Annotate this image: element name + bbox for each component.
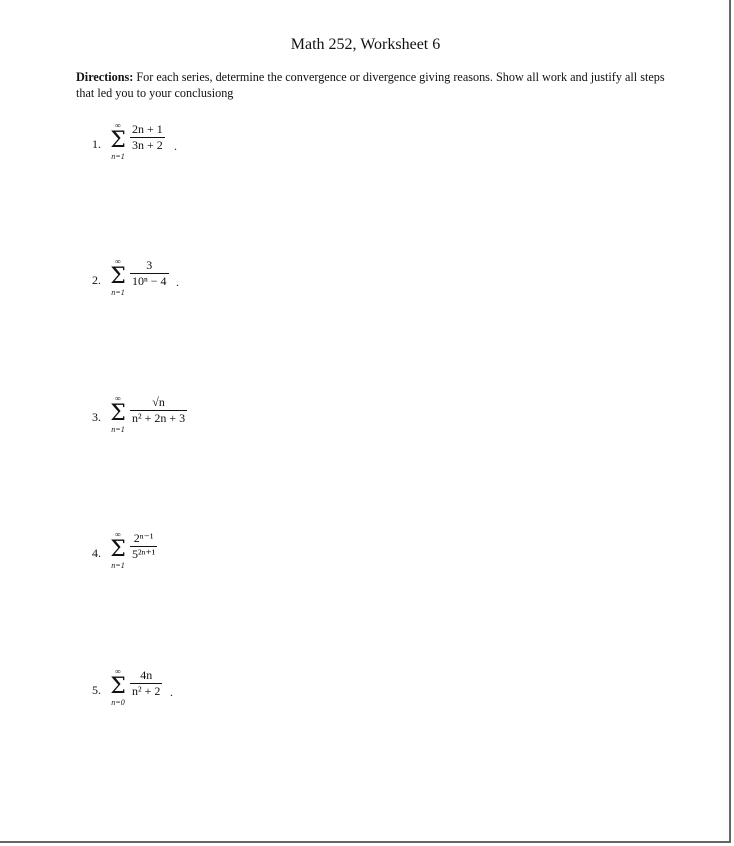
sum-lower-limit: n=0	[111, 698, 125, 707]
numerator: 2ⁿ⁻¹	[133, 531, 154, 545]
sum-lower-limit: n=1	[111, 561, 125, 570]
terminal-period: .	[170, 685, 173, 699]
problem-number: 2.	[92, 273, 101, 287]
denominator: n² + 2	[132, 684, 161, 698]
problem-number: 5.	[92, 683, 101, 697]
problem-number: 1.	[92, 137, 101, 151]
sigma-symbol: Σ	[110, 401, 126, 426]
numerator: √n	[152, 395, 165, 409]
fraction	[130, 258, 169, 289]
problem-number: 3.	[92, 410, 101, 424]
sum-lower-limit: n=1	[111, 425, 125, 434]
sum-upper-limit: ∞	[115, 257, 121, 266]
directions-paragraph	[76, 69, 666, 101]
summation	[106, 530, 130, 570]
denominator: n² + 2n + 3	[132, 411, 186, 425]
sum-upper-limit: ∞	[115, 530, 121, 539]
sigma-symbol: Σ	[110, 128, 126, 153]
page-title: Math 252, Worksheet 6	[290, 36, 441, 53]
numerator: 2n + 1	[132, 122, 163, 136]
denominator: 5²ⁿ⁺¹	[132, 547, 156, 561]
summation	[106, 257, 130, 297]
sum-upper-limit: ∞	[115, 121, 121, 130]
numerator: 4n	[140, 668, 153, 682]
sum-upper-limit: ∞	[115, 667, 121, 676]
sum-lower-limit: n=1	[111, 152, 125, 161]
sum-lower-limit: n=1	[111, 288, 125, 297]
denominator: 3n + 2	[132, 138, 163, 152]
sigma-symbol: Σ	[110, 674, 126, 699]
sum-upper-limit: ∞	[115, 394, 121, 403]
fraction	[130, 668, 162, 699]
fraction	[130, 531, 157, 562]
summation	[106, 121, 130, 161]
sigma-symbol: Σ	[110, 264, 126, 289]
summation	[106, 667, 130, 707]
fraction	[130, 395, 187, 426]
denominator: 10ⁿ − 4	[132, 274, 167, 288]
numerator: 3	[146, 258, 153, 272]
sigma-symbol: Σ	[110, 537, 126, 562]
directions-label: Directions:	[76, 70, 134, 84]
directions-text: For each series, determine the convergence or divergence giving reasons. Show all work and justify all steps that led you to your conclusiong	[76, 70, 665, 100]
fraction	[130, 122, 165, 153]
summation	[106, 394, 130, 434]
problem-number: 4.	[92, 546, 101, 560]
terminal-period: .	[176, 275, 179, 289]
terminal-period: .	[174, 139, 177, 153]
